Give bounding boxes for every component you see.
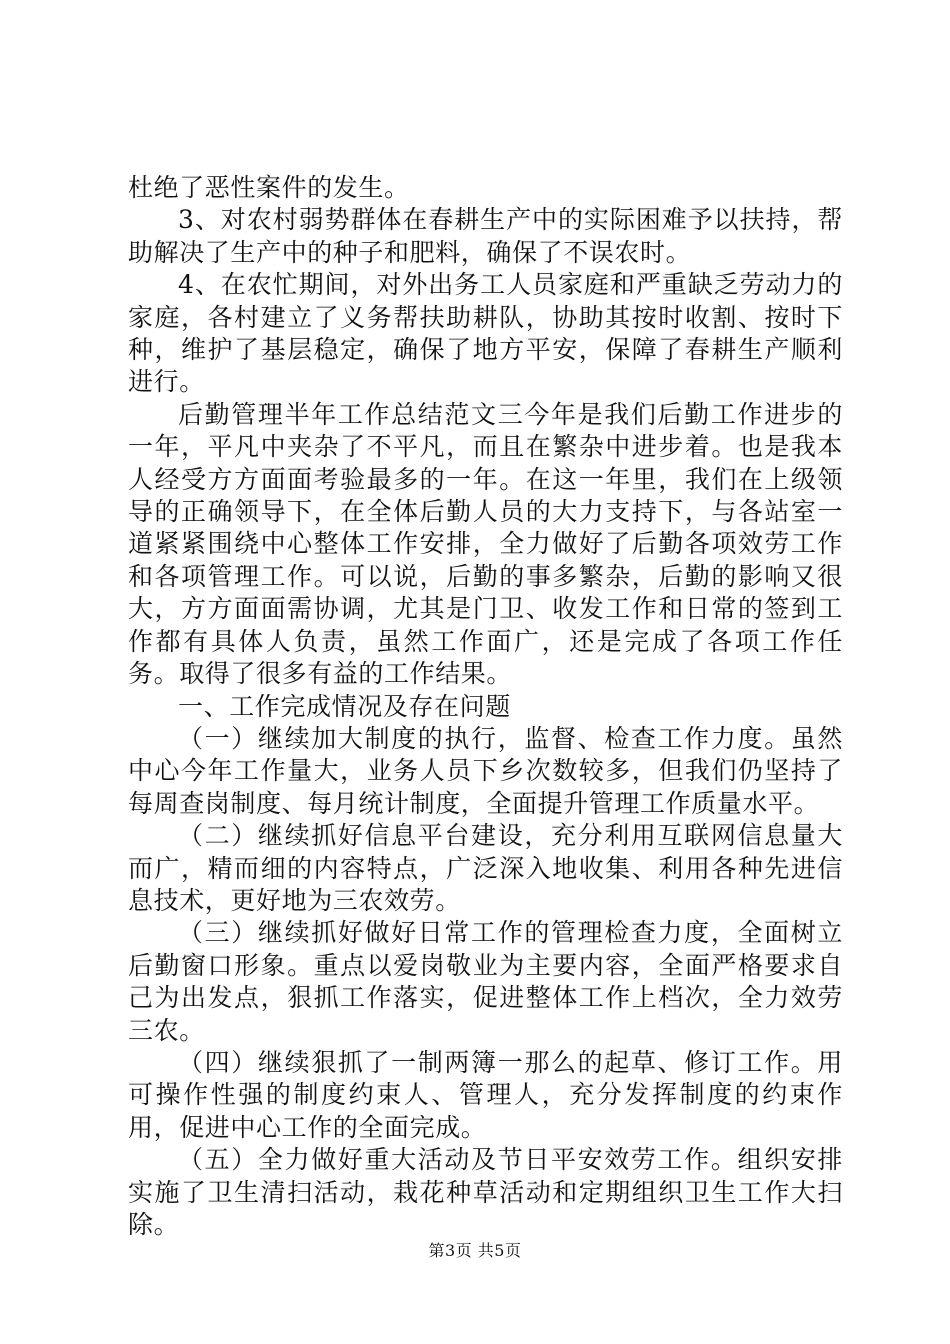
paragraph-item-1: （一）继续加大制度的执行，监督、检查工作力度。虽然中心今年工作量大，业务人员下乡次数较多，但我们仍坚持了每周查岗制度、每月统计制度，全面提升管理工作质量水平。: [128, 723, 843, 818]
section-heading: 一、工作完成情况及存在问题: [178, 691, 511, 721]
paragraph-2: 3、对农村弱势群体在春耕生产中的实际困难予以扶持，帮助解决了生产中的种子和肥料，确保了不误农时。: [128, 205, 843, 267]
paragraph-item-5: （五）全力做好重大活动及节日平安效劳工作。组织安排实施了卫生清扫活动，栽花种草活动和定期组织卫生工作大扫除。: [128, 1145, 843, 1239]
paragraph-item-3: （三）继续抓好做好日常工作的管理检查力度，全面树立后勤窗口形象。重点以爱岗敬业为主要内容，全面严格要求自己为出发点，狠抓工作落实，促进整体工作上档次，全力效劳三农。: [128, 918, 843, 1045]
paragraph-3: 4、在农忙期间，对外出务工人员家庭和严重缺乏劳动力的家庭，各村建立了义务帮扶助耕队，协助其按时收割、按时下种，维护了基层稳定，确保了地方平安，保障了春耕生产顺利进行。: [128, 270, 843, 397]
paragraph-item-2: （二）继续抓好信息平台建设，充分利用互联网信息量大而广，精而细的内容特点，广泛深入地收集、利用各种先进信息技术，更好地为三农效劳。: [128, 821, 843, 915]
paragraph-1: 杜绝了恶性案件的发生。: [128, 173, 410, 202]
paragraph-item-4: （四）继续狠抓了一制两簿一那么的起草、修订工作。用可操作性强的制度约束人、管理人，充分发挥制度的约束作用，促进中心工作的全面完成。: [128, 1047, 843, 1142]
document-body: [128, 172, 843, 1241]
paragraph-4: 后勤管理半年工作总结范文三今年是我们后勤工作进步的一年，平凡中夹杂了不平凡，而且在繁杂中进步着。也是我本人经受方方面面考验最多的一年。在这一年里，我们在上级领导的正确领导下，在全体后勤人员的大力支持下，与各站室一道紧紧围绕中心整体工作安排，全力做好了后勤各项效劳工作和各项管理工作。可以说，后勤的事多繁杂，后勤的影响又很大，方方面面需协调，尤其是门卫、收发工作和日常的签到工作都有具体人负责，虽然工作面广，还是完成了各项工作任务。取得了很多有益的工作结果。: [128, 399, 843, 689]
page-footer: 第3页 共5页: [428, 1241, 522, 1260]
